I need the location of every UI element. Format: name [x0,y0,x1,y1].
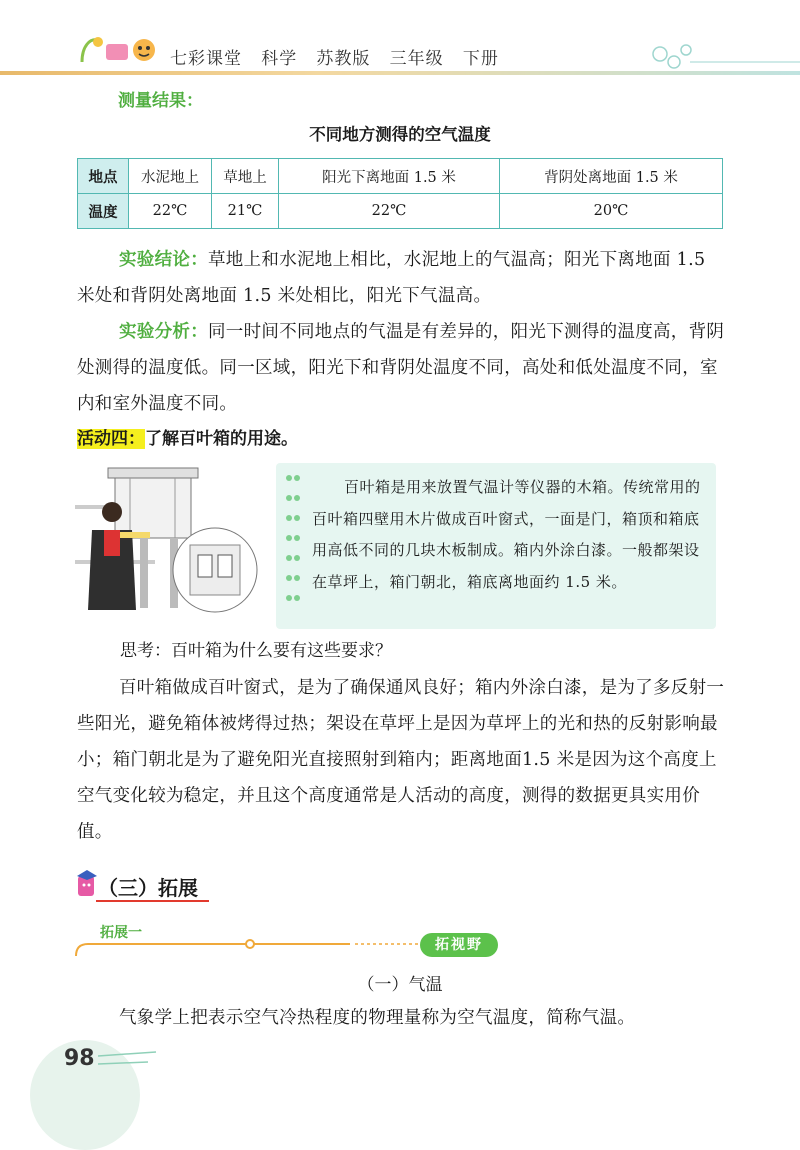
header-divider [0,71,800,75]
table-row-header: 温度 [78,194,129,229]
extend-sub-label: 拓展一 [100,925,142,941]
table-cell: 背阴处离地面 1.5 米 [500,159,723,194]
table-row [78,159,723,194]
header-logo-icon [76,32,166,74]
definition-paragraph: 气象学上把表示空气冷热程度的物理量称为空气温度，简称气温。 [119,1008,636,1028]
table-cell: 21℃ [212,194,279,229]
page-lines-decoration-icon [98,1048,158,1082]
analysis-text: 同一时间不同地点的气温是有差异的，阳光下测得的温度高，背阴处测得的温度低。同一区域，阳光下和背阴处温度不同，高处和低处温度不同，室内和室外温度不同。 [77,322,725,414]
extend-mascot-icon [75,868,99,902]
table-row [78,194,723,229]
table-cell: 水泥地上 [129,159,212,194]
conclusion-text: 草地上和水泥地上相比，水泥地上的气温高；阳光下离地面 1.5 米处和背阴处离地面 1.5 米处相比，阳光下气温高。 [77,250,706,306]
activity-text: 了解百叶箱的用途。 [145,429,298,449]
table-cell: 22℃ [129,194,212,229]
info-box-dots-icon [283,470,303,624]
table-cell: 草地上 [212,159,279,194]
extend-section-title: （三）拓展 [98,876,198,900]
activity-label: 活动四： [77,429,145,449]
table-cell: 22℃ [279,194,500,229]
extend-title-underline [96,900,209,902]
conclusion-label: 实验结论： [119,250,208,270]
table-row-header: 地点 [78,159,129,194]
analysis-label: 实验分析： [119,322,208,342]
table-title: 不同地方测得的空气温度 [309,125,491,144]
weather-box-illustration-icon [70,460,270,624]
conclusion-paragraph [77,242,725,314]
analysis-paragraph [77,314,725,422]
page-number: 98 [64,1046,95,1071]
table-cell: 20℃ [500,194,723,229]
extend-timeline-icon [70,930,430,964]
extend-badge: 拓视野 [420,933,498,957]
table-cell: 阳光下离地面 1.5 米 [279,159,500,194]
info-box-text: 百叶箱是用来放置气温计等仪器的木箱。传统常用的百叶箱四壁用木片做成百叶窗式，一面是门，箱顶和箱底用高低不同的几块木板制成。箱内外涂白漆。一般都架设在草坪上，箱门朝北，箱底离地面约 1.5 米。 [312,478,701,591]
temperature-table [77,158,723,229]
header-title: 七彩课堂 科学 苏教版 三年级 下册 [170,49,499,69]
bubbles-decoration-icon [650,40,800,84]
answer-paragraph: 百叶箱做成百叶窗式，是为了确保通风良好；箱内外涂白漆，是为了多反射一些阳光，避免箱体被烤得过热；架设在草坪上是因为草坪上的光和热的反射影响最小；箱门朝北是为了避免阳光直接照射到箱内；距离地面1.5 米是因为这个高度上空气变化较为稳定，并且这个高度通常是人活动的高度，测得的数据更具实用价值。 [77,678,725,842]
think-question: 思考：百叶箱为什么要有这些要求？ [120,641,392,661]
activity-heading [77,424,298,449]
section-subtitle: （一）气温 [357,975,443,995]
result-label: 测量结果： [118,91,203,111]
